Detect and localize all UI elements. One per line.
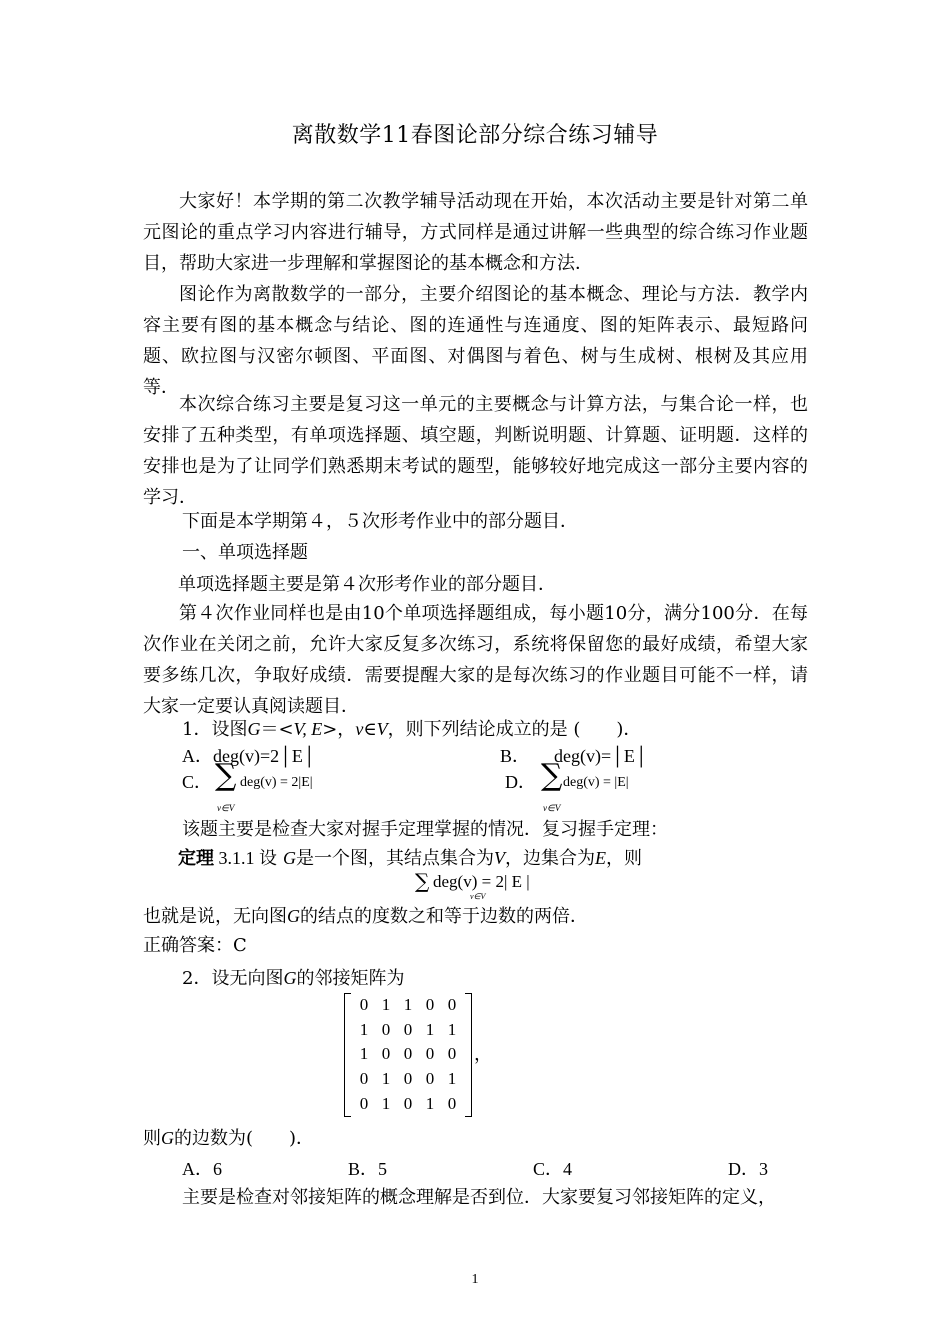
- sum-symbol-d: ∑: [541, 758, 563, 793]
- matrix-cell: 1: [381, 1093, 391, 1113]
- q2-option-a: A．6: [182, 1159, 222, 1179]
- question-2-explanation: 主要是检查对邻接矩阵的概念理解是否到位．大家要复习邻接矩阵的定义，: [182, 1187, 776, 1208]
- matrix-cell: 0: [425, 1069, 435, 1089]
- q2-option-b: B．5: [348, 1159, 388, 1179]
- matrix-cell: 0: [381, 1044, 391, 1064]
- single-choice-note: 单项选择题主要是第４次形考作业的部分题目．: [178, 574, 556, 595]
- matrix-cell: 0: [359, 1093, 369, 1113]
- option-d: D．: [505, 772, 536, 792]
- homework-intro: 第４次作业同样也是由10个单项选择题组成，每小题10分，满分100分．在每次作业在关闭之前，允许大家反复多次练习，系统将保留您的最好成绩，希望大家要多练几次，争取好成绩．需要提醒大家的是每次练习的作业题目可能不一样，请大家一定要认真阅读题目．: [143, 603, 808, 717]
- question-2-ask: 则G的边数为( )．: [143, 1128, 315, 1149]
- adjacency-matrix: [344, 993, 472, 1117]
- sum-subscript-d: v∈V: [543, 803, 561, 813]
- matrix-cell: 1: [359, 1044, 369, 1064]
- matrix-cell: 1: [381, 995, 391, 1015]
- theorem-line: 定理 3.1.1 设 G是一个图，其结点集合为V，边集合为E，则: [178, 848, 642, 869]
- sum-symbol-c: ∑: [215, 758, 237, 793]
- matrix-cell: 1: [447, 1069, 457, 1089]
- q2-option-d: D．3: [728, 1159, 768, 1179]
- matrix-row: [353, 1091, 463, 1116]
- matrix-row: [353, 1018, 463, 1043]
- theorem-formula: deg(v) = 2| E |: [433, 872, 530, 891]
- matrix-cell: 0: [447, 1093, 457, 1113]
- matrix-cell: 0: [359, 995, 369, 1015]
- matrix-cell: 1: [425, 1019, 435, 1039]
- question-2-stem: 2．设无向图G的邻接矩阵为: [182, 968, 405, 989]
- theorem-conclusion: 也就是说，无向图G的结点的度数之和等于边数的两倍．: [143, 906, 588, 927]
- page-title: 离散数学11春图论部分综合练习辅导: [291, 123, 659, 148]
- matrix-cell: 1: [381, 1069, 391, 1089]
- matrix-cell: 1: [359, 1019, 369, 1039]
- intro-paragraph-2: 图论作为离散数学的一部分，主要介绍图论的基本概念、理论与方法．教学内容主要有图的基本概念与结论、图的连通性与连通度、图的矩阵表示、最短路问题、欧拉图与汉密尔顿图、平面图、对偶图与着色、树与生成树、根树及其应用等．: [143, 284, 808, 398]
- sum-subscript-c: v∈V: [217, 803, 235, 813]
- question-1-explanation: 该题主要是检查大家对握手定理掌握的情况．复习握手定理：: [182, 819, 668, 840]
- homework-line: 下面是本学期第４，５次形考作业中的部分题目．: [182, 511, 578, 532]
- option-c-formula: deg(v) = 2|E|: [240, 775, 313, 790]
- matrix-cell: 0: [425, 1044, 435, 1064]
- matrix-cell: 0: [425, 995, 435, 1015]
- option-b: B． deg(v)=│E│: [500, 746, 648, 766]
- section-heading: 一、单项选择题: [182, 542, 308, 563]
- question-1-answer: 正确答案：C: [143, 935, 247, 956]
- matrix-right-bracket: [465, 993, 472, 1117]
- matrix-cell: 0: [403, 1093, 413, 1113]
- matrix-cell: 0: [359, 1069, 369, 1089]
- matrix-cell: 1: [425, 1093, 435, 1113]
- matrix-cell: 0: [381, 1019, 391, 1039]
- matrix-cell: 0: [403, 1069, 413, 1089]
- matrix-row: [353, 993, 463, 1018]
- matrix-cell: 1: [403, 995, 413, 1015]
- option-d-formula: deg(v) = |E|: [563, 775, 629, 790]
- matrix-cell: 0: [447, 995, 457, 1015]
- question-1-stem: 1．设图G＝<V, E>，v∈V，则下列结论成立的是 ( )．: [182, 719, 642, 740]
- q2-option-c: C．4: [533, 1159, 573, 1179]
- matrix-cell: 0: [403, 1019, 413, 1039]
- matrix-row: [353, 1042, 463, 1067]
- theorem-sum-symbol: ∑: [415, 869, 430, 893]
- matrix-left-bracket: [344, 993, 351, 1117]
- matrix-table: [353, 993, 463, 1116]
- matrix-cell: 0: [403, 1044, 413, 1064]
- theorem-formula-subscript: v∈V: [470, 892, 486, 901]
- option-a: A．deg(v)=2│E│: [182, 746, 316, 766]
- matrix-cell: 0: [447, 1044, 457, 1064]
- matrix-cell: 1: [447, 1019, 457, 1039]
- intro-paragraph-3: 本次综合练习主要是复习这一单元的主要概念与计算方法，与集合论一样，也安排了五种类型，有单项选择题、填空题，判断说明题、计算题、证明题．这样的安排也是为了让同学们熟悉期末考试的题型，能够较好地完成这一部分主要内容的学习．: [143, 394, 808, 508]
- matrix-row: [353, 1067, 463, 1092]
- page-number: 1: [471, 1272, 479, 1287]
- matrix-comma: ，: [474, 1044, 492, 1065]
- intro-paragraph-1: 大家好！本学期的第二次教学辅导活动现在开始，本次活动主要是针对第二单元图论的重点学习内容进行辅导，方式同样是通过讲解一些典型的综合练习作业题目，帮助大家进一步理解和掌握图论的基本概念和方法．: [143, 191, 808, 274]
- option-c: C．: [182, 772, 213, 792]
